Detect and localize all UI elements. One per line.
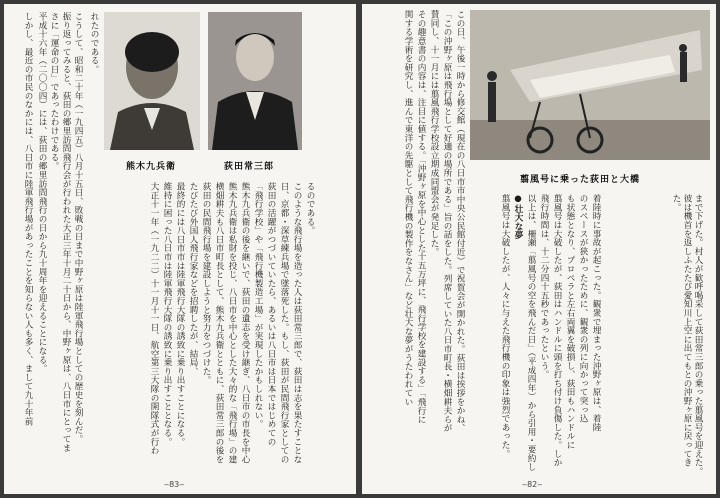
text-column: たびたび外国人飛行家などを招聘したが、結局、 <box>188 182 198 376</box>
text-column: まで下げた。村人が歓呼喝采して荻田常三郎の乗った翦風号を迎えた。彼は機首を返しふたたび愛知川上空に出てもとの沖野ヶ原に戻ってきた。 <box>671 194 703 476</box>
caption-airplane: 翦風号に乗った荻田と大橋 <box>520 175 641 185</box>
text-column: るのである。 <box>305 182 315 235</box>
text-column: 日、京都・深草練兵場で墜落死した。もし、荻田が民間飛行家としての <box>279 182 289 464</box>
portrait-kumaki-image <box>104 12 200 150</box>
portrait-photo-ogita <box>208 12 302 150</box>
page-number-82: ‒82‒ <box>522 480 543 489</box>
right-page <box>362 4 716 494</box>
text-column: 翦風号は大破したが、荻田はハンドルに頭を打ち付け負傷した。しか <box>552 194 562 467</box>
text-column: しかし、最近の市民のなかには、八日市に陸軍飛行場があったことを知らない人も多く、まして九十年前 <box>23 12 33 426</box>
portrait-ogita-image <box>208 12 302 150</box>
portrait-photo-kumaki <box>104 12 200 150</box>
text-column: この日、午後一時から修交館（現在の八日市市中央公民館付近）で祝賀会が開かれた。荻田は挨拶をかね、 <box>455 10 465 433</box>
text-column: のスペースが狭かったために、観衆の列に向かって突っ込 <box>578 194 588 423</box>
text-column: 荻田の民間飛行場を建設しようと努力をつづけた。 <box>201 182 211 385</box>
text-column: れたのである。 <box>89 12 99 74</box>
text-column: 最終的には八日市市は陸軍飛行大隊の誘致に乗り出すことになる。 <box>175 182 185 446</box>
text-column: 熊木九兵衛は私財を投じ、八日市を中心とした大々的な「飛行場」の建 <box>227 182 237 464</box>
text-column: 以上は、柵瀬「翦風号の空を飛んだ日」（平成四年）から引用・要約し <box>526 194 536 472</box>
text-column: 着陸時に事故が起こった。観衆で埋まった沖野ヶ原は、着陸 <box>591 194 601 432</box>
page-number-83: ‒83‒ <box>164 480 185 489</box>
text-column: 翦風号は大破したが、人々に与えた飛行機の印象は強烈であった。 <box>500 194 510 458</box>
caption-ogita: 荻田常三郎 <box>224 162 275 172</box>
caption-kumaki: 熊木九兵衛 <box>126 162 177 172</box>
text-column: 飛行時間は、十二分四十五秒であったという。 <box>539 194 549 379</box>
text-column: も状態となり、プロペラと左右両翼を破損し、荻田もハンドルに <box>565 194 575 450</box>
text-column: 「飛行学校」や「飛行機製造工場」が実現したかもしれない。 <box>253 182 263 429</box>
text-column: 「この沖野ヶ原は飛行場として好適の場所である」旨の話をした。列席していた八日市町長・横畑耕夫らが <box>442 10 452 433</box>
airplane-image <box>470 10 710 160</box>
text-column: このような飛行場を造った人は荻田常三郎で、荻田は志を果たすことな <box>292 182 302 464</box>
text-column: こうして、昭和二十年（一九四五）八月十五日、敗戦の日まで中野ヶ原は陸軍飛行場としての歴史を刻んだ。 <box>73 12 83 444</box>
text-column: その趣意書の内容は、注目に値する。「沖野ヶ原を中心とした十五万坪に、飛行学校を建設する」「飛行に <box>416 10 426 424</box>
section-heading: ●壮大な夢 <box>513 194 523 240</box>
airplane-photo <box>470 10 710 160</box>
text-column: 賛同し、十一月には翦風飛行学校設立期成同盟会が発足した。 <box>429 10 439 257</box>
text-column: 横畑耕夫も八日市町長として、熊木九兵衛とともに、荻田常三郎の後を <box>214 182 224 464</box>
text-column: 熊木九兵衛の後を継いで、荻田の遺志を受け継ぎ、八日市の市長を中心 <box>240 182 250 464</box>
text-column: 大正十一年（一九二二）十一月十一日、航空第三大隊の開隊式が行わ <box>149 182 159 455</box>
text-column: 関する学術を研究し、進んで東洋の先駆として飛行機の製作をなさん」など壮大な夢がうたわれてい <box>403 10 413 406</box>
text-column: さに「運命の日」であったわけである。 <box>49 12 59 171</box>
text-column: 振り返ってみると、荻田の郷里訪問飛行会が行われた大正三年十月二十日から、中野ヶ原は、八日市にとってま <box>61 12 71 452</box>
text-column: 平成十六年（二〇〇四）には、荻田の郷里訪問飛行の日から九十周年を迎えることになる。 <box>37 12 47 373</box>
text-column: 荻田の活躍がつづいていたら、あるいは八日市は日本ではじめての <box>266 182 276 446</box>
left-page <box>4 4 356 494</box>
text-column: 維持に困った八日市は陸軍飛行大隊の誘致に乗り出すこととなる。 <box>162 182 172 446</box>
